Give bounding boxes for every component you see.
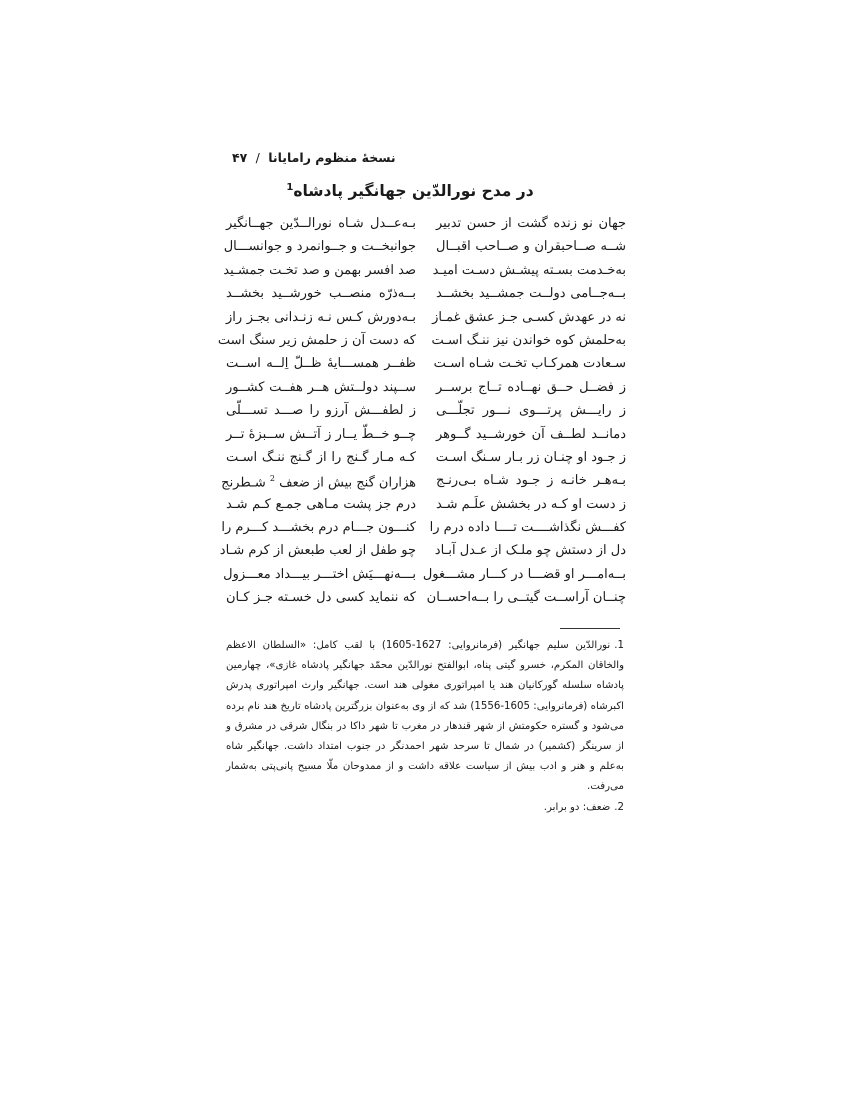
hemistich-left: ســپند دولــتش هــر هفــت کشــور <box>226 379 416 395</box>
hemistich-right: به‌حلمش کوه خواندن نیز ننـگ اسـت <box>431 332 626 348</box>
hemistich-left: کـه مـار گـنج را از گـنج ننـگ اسـت <box>226 449 416 465</box>
hemistich-left: بـه‌دورش کـس نـه زنـدانی بجـز راز <box>226 309 416 325</box>
hemistich-left-start: هزاران گنج بیش از ضعف <box>279 475 416 491</box>
hemistich-right: بــه‌امـــر او قضـــا در کـــار مشـــغول <box>422 566 626 582</box>
couplet <box>226 399 626 422</box>
footnote-marker: 1 <box>286 182 294 193</box>
hemistich-left: درم جز پشت مـاهی جمـع کـم شـد <box>226 496 416 512</box>
page-number: ۴۷ <box>232 150 248 165</box>
hemistich-right: دمانــد لطــف آن خورشــید گــوهر <box>436 426 626 442</box>
hemistich-left: ظفــر همســـایهٔ ظــلّ اِلــه اســت <box>226 356 416 372</box>
couplet <box>221 469 626 492</box>
hemistich-right: ز رایـــش پرتـــوی نـــور تجلّـــی <box>436 403 626 419</box>
hemistich-left: کنـــون جـــام درم بخشـــد کـــرم را <box>221 520 416 536</box>
hemistich-left <box>221 467 416 495</box>
couplet <box>226 376 626 399</box>
poem-title-text: در مدح نورالدّین جهانگیر پادشاه <box>293 182 534 201</box>
hemistich-left: چو طفل از لعب طبعش از کرم شـاد <box>219 543 416 559</box>
couplet <box>223 259 626 282</box>
hemistich-left: بـــه‌نهـــیَش اختـــر بیـــداد معـــزول <box>223 566 416 582</box>
book-title: نسخهٔ منظوم رامایانا <box>268 150 396 165</box>
couplet <box>226 493 626 516</box>
hemistich-left: که ننماید کسی دل خسـته جـز کـان <box>226 590 416 606</box>
couplet <box>223 235 626 258</box>
hemistich-right: بـه‌هـر خانـه ز جـود شـاه بـی‌رنـج <box>436 473 626 489</box>
poem-title <box>200 182 620 208</box>
hemistich-right: ز جـود او چنـان زر بـار سـنگ اسـت <box>435 449 626 465</box>
footnote <box>226 636 624 798</box>
hemistich-left: صد افسر بهمن و صد تخـت جمشـید <box>223 262 416 278</box>
hemistich-left: بــه‌ذرّه منصــب خورشــید بخشــد <box>226 286 416 302</box>
couplet <box>223 563 626 586</box>
couplet <box>226 352 626 375</box>
couplet <box>226 212 626 235</box>
hemistich-left: چــو خــطّ یــار ز آتــش ســبزهٔ تــر <box>226 426 416 442</box>
footnote-text: نورالدّین سلیم جهانگیر (فرمانروایی: 1627-1605) با لقب کامل: «السلطان الاعظم والخاقان المکرم، خسرو گیتی پناه، ابوالفتح نورالدّین محمّد جهانگیر پادشاه غازی»، چهارمین پادشاه سلسله گورکانیان هند یا امپراتوری مغولی هند است. جهانگیر وارث امپراتوری پدرش اکبرشاه (فرمانروایی: 1605-1556) شد که از وی به‌عنوان بزرگترین پادشاه تاریخ هند نام برده می‌شود و گستره حکومتش از شهر قندهار در مغرب تا شهر داکا در بنگال شرقی در مشرق و از سرینگر (کشمیر) در شمال تا سرحد شهر احمدنگر در جنوب امتداد داشت. جهانگیر شاه به‌علم و هنر و ادب بیش از سیاست علاقه داشت و از ممدوحان ملّا مسیح پانی‌پتی به‌شمار می‌رفت. <box>226 640 624 793</box>
couplet <box>217 329 626 352</box>
hemistich-right: نه در عهدش کسـی جـز عشق غمـاز <box>432 309 626 325</box>
hemistich-right: چنــان آراســت گیتــی را بــه‌احســان <box>426 590 626 606</box>
footnote-text: ضعف: دو برابر. <box>543 801 611 813</box>
hemistich-right: ز دست او کـه در بخشش علَـم شـد <box>436 496 626 512</box>
couplet <box>226 586 626 609</box>
hemistich-right: به‌خـدمت بسـته پیشـش دسـت امیـد <box>432 262 626 278</box>
hemistich-left: جوانبخــت و جــوانمرد و جوانســـال <box>223 239 416 255</box>
hemistich-right: سـعادت همرکـاب تخـت شـاه اسـت <box>433 356 626 372</box>
couplet <box>226 446 626 469</box>
running-head <box>232 150 632 172</box>
footnote <box>226 798 624 818</box>
footnote-number: 2. <box>614 801 624 813</box>
couplet <box>221 516 626 539</box>
footnotes <box>226 636 624 816</box>
couplet <box>226 306 626 329</box>
couplet <box>226 423 626 446</box>
hemistich-left: که دست آن ز حلمش زیر سنگ است <box>217 332 416 348</box>
footnote-divider <box>560 628 620 629</box>
hemistich-right: دل از دستش چو ملـک از عـدل آبـاد <box>434 543 626 559</box>
footnote-number: 1. <box>614 640 624 651</box>
poem-body <box>217 212 626 612</box>
hemistich-right: کفـــش نگذاشــــت تــــا داده درم را <box>429 520 626 536</box>
hemistich-left: ز لطفـــش آرزو را صـــد تســـلّی <box>226 403 416 419</box>
hemistich-right: بــه‌جــامی دولــت جمشــید بخشــد <box>436 286 626 302</box>
footnote-marker: 2 <box>269 474 275 484</box>
couplet <box>226 282 626 305</box>
hemistich-right: شــه صــاحبقران و صــاحب اقبــال <box>436 239 626 255</box>
running-head-separator: / <box>255 150 260 165</box>
hemistich-right: جهان نو زنده گشت از حسن تدبیر <box>436 216 626 231</box>
hemistich-left-end: شـطرنج <box>221 475 266 491</box>
hemistich-left: بـه‌عــدل شـاه نورالــدّین جهــانگیر <box>226 216 416 231</box>
couplet <box>219 539 626 562</box>
hemistich-right: ز فضــل حــق نهــاده تــاج برســر <box>436 379 626 395</box>
